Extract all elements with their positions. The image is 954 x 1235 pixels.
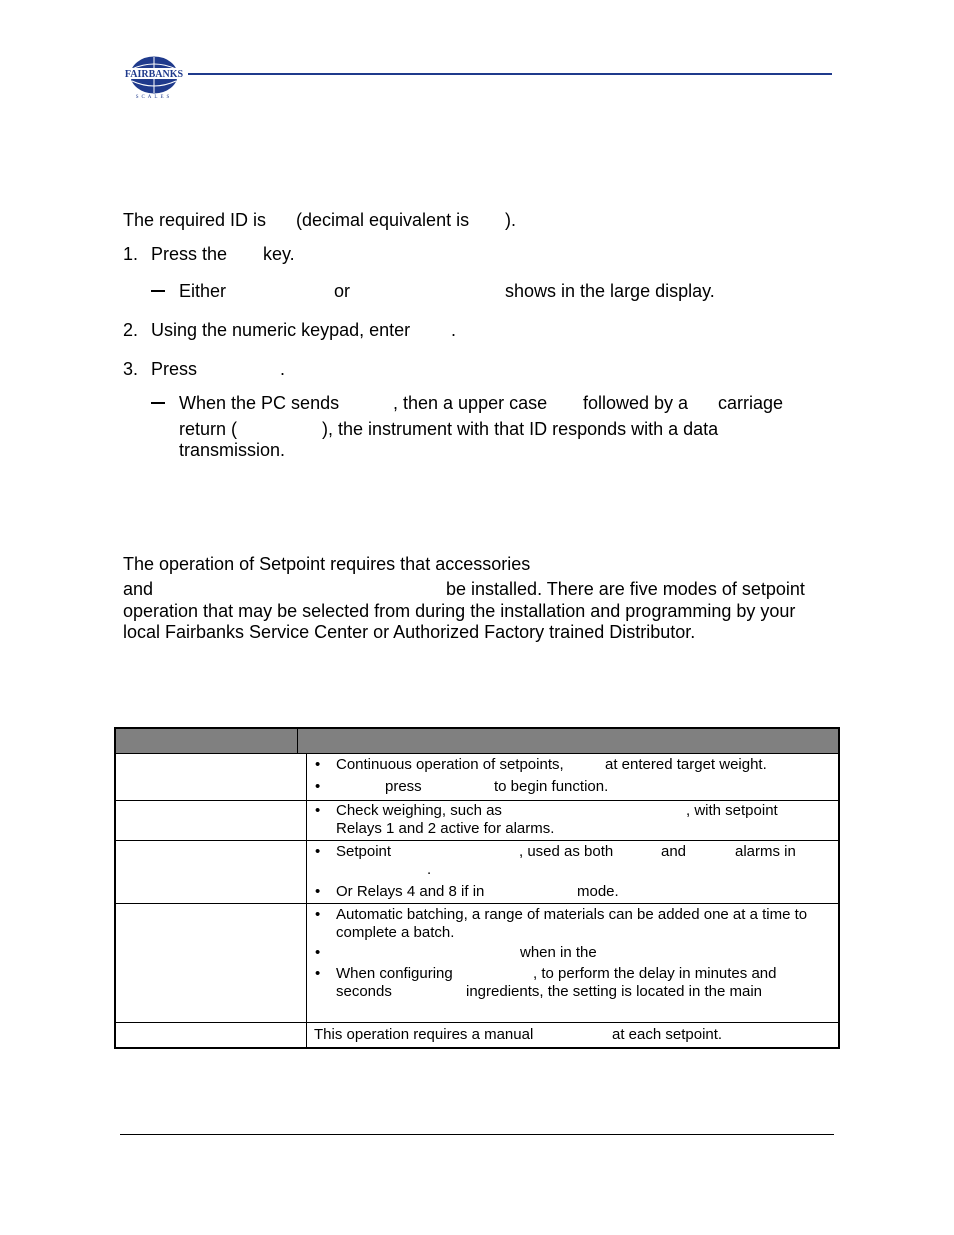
row5-text-a: This operation requires a manual bbox=[314, 1026, 534, 1043]
row2-bullet1-marker: • bbox=[315, 802, 321, 819]
table-row-line-1 bbox=[116, 753, 838, 754]
step3-sub-dash bbox=[151, 402, 165, 404]
step1-number: 1. bbox=[123, 244, 139, 264]
header-rule bbox=[188, 73, 832, 75]
step3-number: 3. bbox=[123, 359, 139, 379]
step1-text-b: key. bbox=[263, 244, 295, 264]
id-intro-a: The required ID is bbox=[123, 210, 267, 230]
row3-bullet2-marker: • bbox=[315, 883, 321, 900]
row4-bullet1-marker: • bbox=[315, 906, 321, 923]
setpoint-line1: The operation of Setpoint requires that accessories bbox=[123, 554, 531, 574]
row1-b1-b: at entered target weight. bbox=[605, 756, 767, 773]
step2-text-b: . bbox=[451, 320, 457, 340]
row4-b3-l2-b: ingredients, the setting is located in the main bbox=[466, 983, 763, 1000]
row4-b3-l2-a: seconds bbox=[336, 983, 392, 1000]
step3-text-a: Press bbox=[151, 359, 198, 379]
row3-b2-b: mode. bbox=[577, 883, 619, 900]
logo-subtitle: SCALES bbox=[135, 95, 173, 99]
row1-b1-a: Continuous operation of setpoints, bbox=[336, 756, 564, 773]
row4-b3-a: When configuring bbox=[336, 965, 453, 982]
setpoint-line3: operation that may be selected from during the installation and programming by your bbox=[123, 601, 796, 621]
row4-bullet3-marker: • bbox=[315, 965, 321, 982]
fairbanks-logo bbox=[124, 55, 186, 99]
row3-bullet1-marker: • bbox=[315, 843, 321, 860]
footer-rule bbox=[120, 1134, 834, 1135]
step1-sub-a: Either bbox=[179, 281, 227, 301]
step3-sub-l1-d: carriage bbox=[718, 393, 784, 413]
id-intro-c: ). bbox=[505, 210, 516, 230]
table-row-line-3 bbox=[116, 840, 838, 841]
table-row-line-2 bbox=[116, 800, 838, 801]
row4-bullet2-marker: • bbox=[315, 944, 321, 961]
step1-text-a: Press the bbox=[151, 244, 228, 264]
row3-b2-a: Or Relays 4 and 8 if in bbox=[336, 883, 485, 900]
row2-b1-b: , with setpoint bbox=[686, 802, 778, 819]
row1-bullet1-marker: • bbox=[315, 756, 321, 773]
row3-b1-l2: . bbox=[427, 861, 432, 878]
logo-wordmark: FAIRBANKS bbox=[124, 69, 184, 80]
step1-sub-c: shows in the large display. bbox=[505, 281, 715, 301]
step2-number: 2. bbox=[123, 320, 139, 340]
row1-b2-b: to begin function. bbox=[494, 778, 609, 795]
row2-b1-l2: Relays 1 and 2 active for alarms. bbox=[336, 820, 555, 837]
row5-text-b: at each setpoint. bbox=[612, 1026, 723, 1043]
step3-sub-l1-c: followed by a bbox=[583, 393, 689, 413]
table-header-row bbox=[116, 729, 838, 753]
row3-b1-d: alarms in bbox=[735, 843, 796, 860]
step2-text-a: Using the numeric keypad, enter bbox=[151, 320, 411, 340]
setpoint-line4: local Fairbanks Service Center or Authorized Factory trained Distributor. bbox=[123, 622, 696, 642]
step3-sub-l2-a: return ( bbox=[179, 419, 238, 439]
setpoint-line2-b: be installed. There are five modes of setpoint bbox=[446, 579, 805, 599]
step3-sub-l1-a: When the PC sends bbox=[179, 393, 340, 413]
table-row-line-5 bbox=[116, 1022, 838, 1023]
row4-b1-l1: Automatic batching, a range of materials can be added one at a time to bbox=[336, 906, 808, 923]
row3-b1-a: Setpoint bbox=[336, 843, 392, 860]
step3-sub-l1-b: , then a upper case bbox=[393, 393, 548, 413]
table-column-divider bbox=[306, 753, 307, 1047]
row1-bullet2-marker: • bbox=[315, 778, 321, 795]
row4-b1-l2: complete a batch. bbox=[336, 924, 455, 941]
row4-b3-b: , to perform the delay in minutes and bbox=[533, 965, 777, 982]
step3-sub-l3: transmission. bbox=[179, 440, 286, 460]
step1-sub-b: or bbox=[334, 281, 351, 301]
row4-b2-a: when in the bbox=[520, 944, 597, 961]
row3-b1-c: and bbox=[661, 843, 687, 860]
table-header-divider bbox=[297, 729, 298, 753]
step1-sub-dash bbox=[151, 290, 165, 292]
step3-text-b: . bbox=[280, 359, 286, 379]
id-intro-b: (decimal equivalent is bbox=[296, 210, 470, 230]
row2-b1-a: Check weighing, such as bbox=[336, 802, 502, 819]
step3-sub-l2-b: ), the instrument with that ID responds with a data bbox=[322, 419, 719, 439]
row3-b1-b: , used as both bbox=[519, 843, 614, 860]
row1-b2-a: press bbox=[385, 778, 422, 795]
setpoint-line2-a: and bbox=[123, 579, 154, 599]
table-row-line-4 bbox=[116, 903, 838, 904]
